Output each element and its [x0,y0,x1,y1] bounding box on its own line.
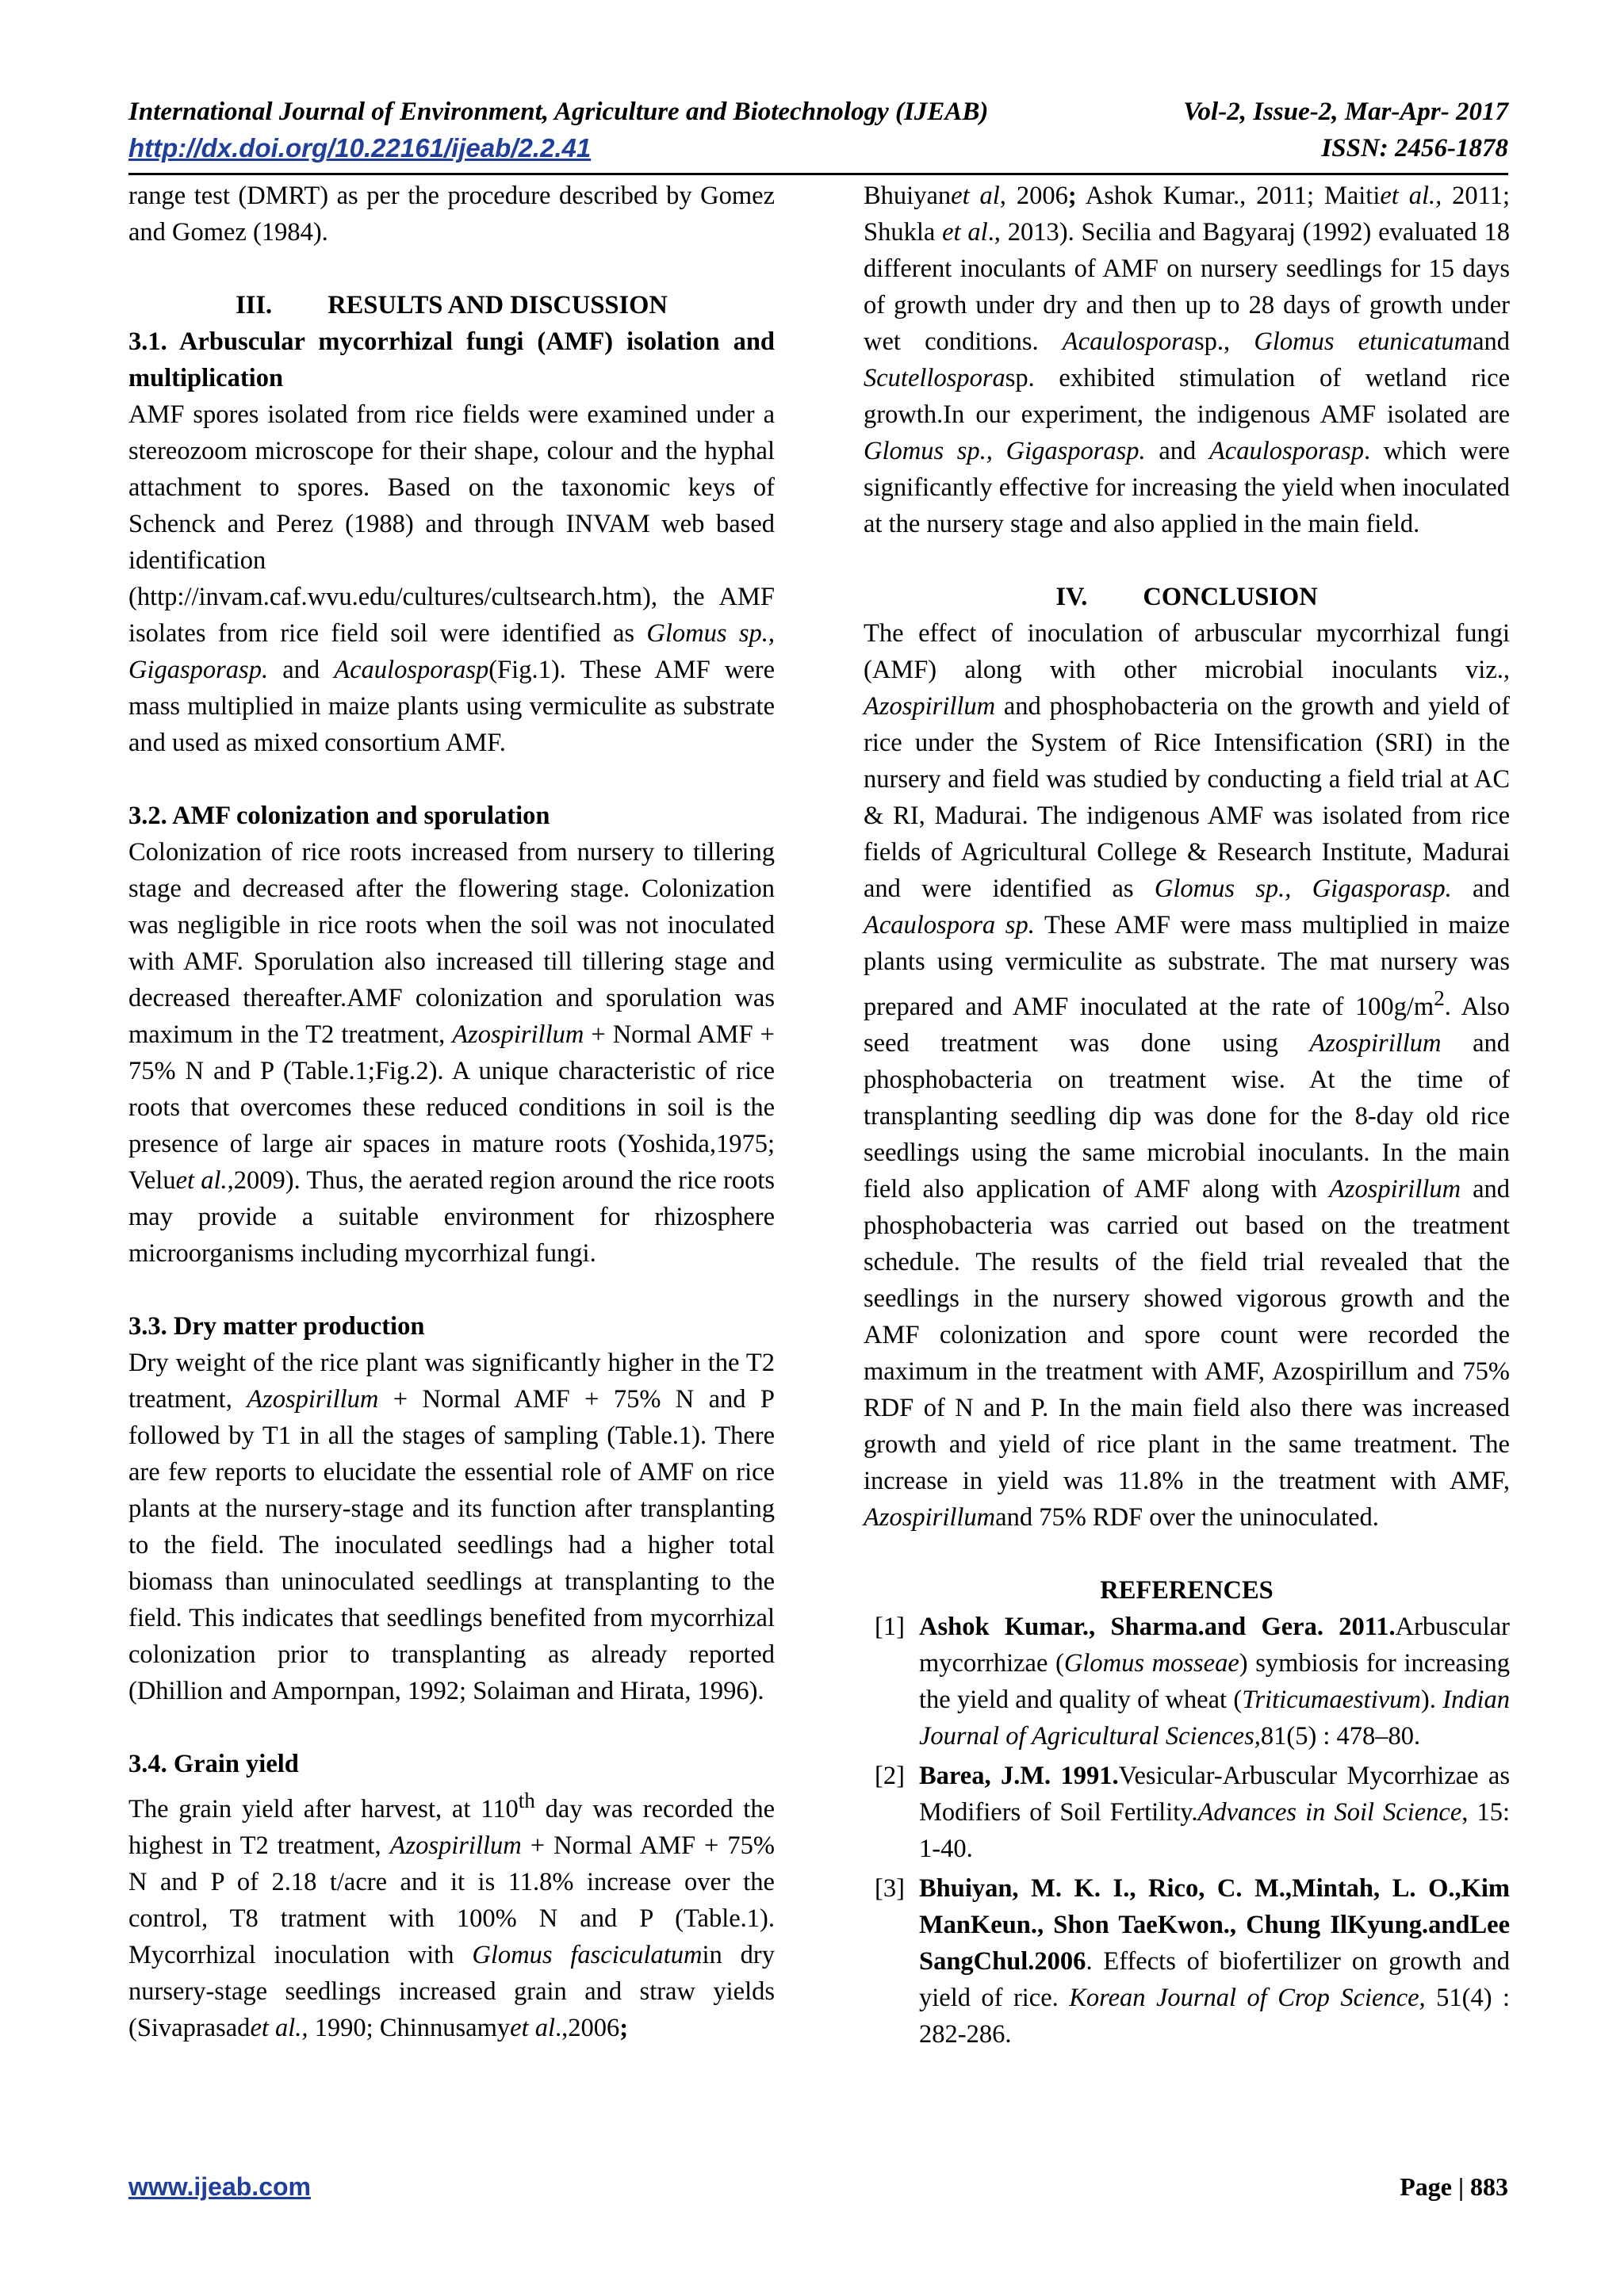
reference-number: [1] [875,1612,905,1641]
paragraph-3-1: AMF spores isolated from rice fields were examined under a stereozoom microscope for their shape, colour and the hyphal attachment to spores. Based on the taxonomic keys of Schenck and Perez (1988) and through INVAM web based identification (http://invam.caf.wvu.edu/cultures/cultsearch.htm), the AMF isolates from rice field soil were identified as Glomus sp., Gigasporasp. and Acaulosporasp(Fig.1). These AMF were mass multiplied in maize plants using vermiculite as substrate and used as mixed consortium AMF. [128,400,775,757]
left-column [128,178,775,2046]
page-footer [128,2172,1508,2202]
reference-item [864,1609,1510,1755]
header-row-2 [128,130,1508,166]
doi-link[interactable]: http://dx.doi.org/10.22161/ijeab/2.2.41 [128,133,592,163]
header-row-1 [128,94,1508,130]
intro-paragraph: range test (DMRT) as per the procedure described by Gomez and Gomez (1984). [128,182,775,247]
paragraph-3-2: Colonization of rice roots increased from nursery to tillering stage and decreased after the flowering stage. Colonization was negligible in rice roots when the soil was not inoculated with AMF. Sporulation also increased till tillering stage and decreased thereafter.AMF colonization and sporulation was maximum in the T2 treatment, Azospirillum + Normal AMF + 75% N and P (Table.1;Fig.2). A unique characteristic of rice roots that overcomes these reduced conditions in soil is the presence of large air spaces in mature roots (Yoshida,1975; Veluet al.,2009). Thus, the aerated region around the rice roots may provide a suitable environment for rhizosphere microorganisms including mycorrhizal fungi. [128,838,775,1268]
issn: ISSN: 2456-1878 [1321,134,1508,163]
subsection-heading-3-1: 3.1. Arbuscular mycorrhizal fungi (AMF) isolation and multiplication [128,327,775,392]
references-heading: REFERENCES [1100,1575,1274,1605]
reference-item [864,1870,1510,2053]
reference-number: [3] [875,1873,905,1903]
journal-title: International Journal of Environment, Agriculture and Biotechnology (IJEAB) [128,98,989,126]
subsection-heading-3-3: 3.3. Dry matter production [128,1312,425,1341]
paragraph-conclusion: The effect of inoculation of arbuscular mycorrhizal fungi (AMF) along with other microbial inoculants viz., Azospirillum and phosphobacteria on the growth and yield of rice under the System of Rice Intensification (SRI) in the nursery and field was studied by conducting a field trial at AC & RI, Madurai. The indigenous AMF was isolated from rice fields of Agricultural College & Research Institute, Madurai and were identified as Glomus sp., Gigasporasp. and Acaulospora sp. These AMF were mass multiplied in maize plants using vermiculite as substrate. The mat nursery was prepared and AMF inoculated at the rate of $100g/m^2$. Also seed treatment was done using Azospirillum and phosphobacteria on treatment wise. At the time of transplanting seedling dip was done for the 8-day old rice seedlings using the same microbial inoculants. In the main field also application of AMF along with Azospirillum and phosphobacteria was carried out based on the treatment schedule. The results of the field trial revealed that the seedlings in the nursery showed vigorous growth and the AMF colonization and spore count were recorded the maximum in the treatment with AMF, Azospirillum and 75% RDF of N and P. In the main field also there was increased growth and yield of rice plant in the same treatment. The increase in yield was 11.8% in the treatment with AMF, Azospirillumand 75% RDF over the uninoculated. [864,619,1511,1532]
reference-text: Bhuiyan, M. K. I., Rico, C. M.,Mintah, L. O.,Kim ManKeun., Shon TaeKwon., Chung IlKyung.andLee SangChul.2006. Effects of biofertilizer on growth and yield of rice. Korean Journal of Crop Science, 51(4) : 282-286. [919,1873,1510,2049]
paragraph-3-3: Dry weight of the rice plant was significantly higher in the T2 treatment, Azospirillum + Normal AMF + 75% N and P followed by T1 in all the stages of sampling (Table.1). There are few reports to elucidate the essential role of AMF on rice plants at the nursery-stage and its function after transplanting to the field. The inoculated seedlings had a higher total biomass than uninoculated seedlings at transplanting to the field. This indicates that seedlings benefited from mycorrhizal colonization prior to transplanting as already reported (Dhillion and Ampornpan, 1992; Solaiman and Hirata, 1996). [128,1349,775,1705]
page-number: Page | 883 [1400,2172,1508,2201]
section-heading-conclusion: IV. CONCLUSION [1055,583,1318,611]
reference-number: [2] [875,1761,905,1790]
section-heading-results: III. RESULTS AND DISCUSSION [236,291,668,320]
header-rule [128,173,1508,175]
page-header [128,94,1508,175]
subsection-heading-3-2: 3.2. AMF colonization and sporulation [128,802,550,830]
paragraph-continued: Bhuiyanet al, 2006; Ashok Kumar., 2011; Maitiet al., 2011; Shukla et al., 2013). Secilia and Bagyaraj (1992) evaluated 18 different inoculants of AMF on nursery seedlings for 15 days of growth under dry and then up to 28 days of growth under wet conditions. Acaulosporasp., Glomus etunicatumand Scutellosporasp. exhibited stimulation of wetland rice growth.In our experiment, the indigenous AMF isolated are Glomus sp., Gigasporasp. and Acaulosporasp. which were significantly effective for increasing the yield when inoculated at the nursery stage and also applied in the main field. [864,182,1511,538]
right-column [864,178,1510,2056]
subsection-heading-3-4: 3.4. Grain yield [128,1750,299,1778]
website-link[interactable]: www.ijeab.com [128,2172,311,2201]
paragraph-3-4: The grain yield after harvest, at 110th day was recorded the highest in T2 treatment, Azospirillum + Normal AMF + 75% N and P of 2.18 t/acre and it is 11.8% increase over the control, T8 tratment with 100% N and P (Table.1). Mycorrhizal inoculation with Glomus fasciculatumin dry nursery-stage seedlings increased grain and straw yields (Sivaprasadet al., 1990; Chinnusamyet al.,2006; [128,1789,776,2042]
reference-item [864,1758,1510,1867]
reference-text: Barea, J.M. 1991.Vesicular-Arbuscular Mycorrhizae as Modifiers of Soil Fertility.Advances in Soil Science, 15: 1-40. [919,1761,1511,1863]
reference-text: Ashok Kumar., Sharma.and Gera. 2011.Arbuscular mycorrhizae (Glomus mosseae) symbiosis for increasing the yield and quality of wheat (Triticumaestivum). Indian Journal of Agricultural Sciences,81(5) : 478–80. [919,1612,1511,1751]
volume-issue: Vol-2, Issue-2, Mar-Apr- 2017 [1183,98,1508,126]
